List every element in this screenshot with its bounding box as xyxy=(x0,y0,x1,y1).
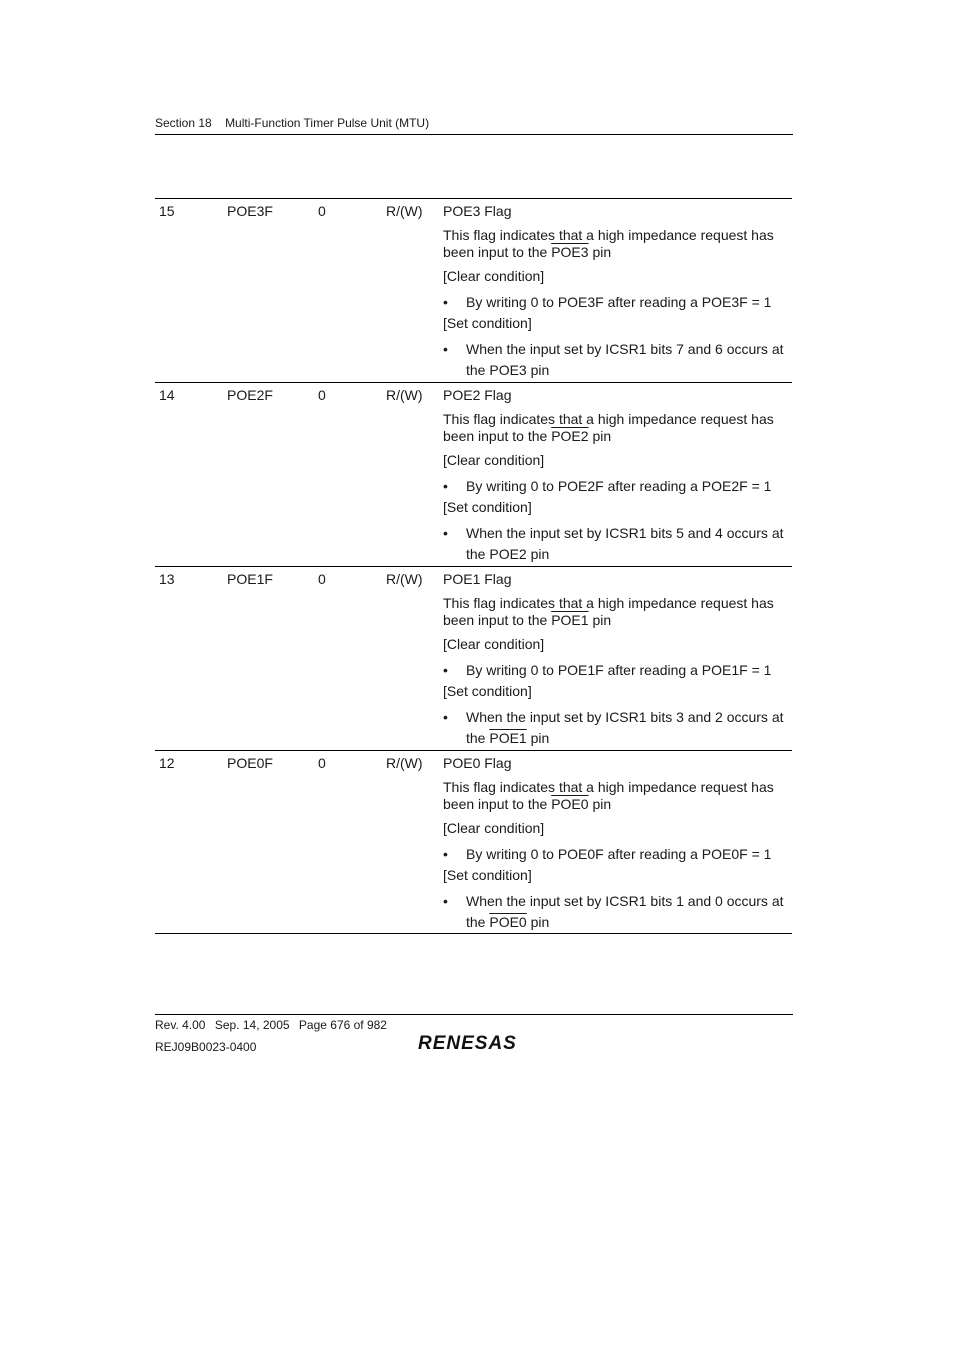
page-number: Page 676 of 982 xyxy=(298,1018,387,1032)
set-condition-label: [Set condition] xyxy=(443,683,532,699)
bullet-icon: • xyxy=(443,525,448,541)
revision: Rev. 4.00 xyxy=(155,1018,206,1032)
bit-name: POE0F xyxy=(227,755,273,771)
set-condition-item: • When the input set by ICSR1 bits 5 and 4 occurs at the POE2 pin xyxy=(443,525,784,562)
bit-number: 13 xyxy=(159,571,175,587)
clear-condition-item: • By writing 0 to POE2F after reading a POE2F = 1 xyxy=(443,476,792,497)
bit-name: POE3F xyxy=(227,203,273,219)
clear-condition-item: • By writing 0 to POE0F after reading a POE0F = 1 xyxy=(443,844,792,865)
read-write: R/(W) xyxy=(386,387,423,403)
bit-number: 12 xyxy=(159,755,175,771)
flag-title: POE1 Flag xyxy=(443,571,512,587)
document-number: REJ09B0023-0400 xyxy=(155,1040,257,1054)
initial-value: 0 xyxy=(318,571,326,587)
flag-title: POE0 Flag xyxy=(443,755,512,771)
flag-description: This flag indicates that a high impedance request has been input to the POE0 pin xyxy=(443,779,774,812)
section-title: Multi-Function Timer Pulse Unit (MTU) xyxy=(225,116,430,130)
set-condition-item: • When the input set by ICSR1 bits 3 and 2 occurs at the POE1 pin xyxy=(443,709,784,746)
pin-name: POE1 xyxy=(551,612,589,628)
bit-description xyxy=(443,203,792,383)
initial-value: 0 xyxy=(318,203,326,219)
table-row xyxy=(155,383,792,567)
bullet-icon: • xyxy=(443,478,448,494)
clear-condition-item: • By writing 0 to POE3F after reading a POE3F = 1 xyxy=(443,292,792,313)
logo-text: RENESAS xyxy=(418,1033,517,1054)
clear-condition-label: [Clear condition] xyxy=(443,820,545,836)
set-condition-item: • When the input set by ICSR1 bits 1 and 0 occurs at the POE0 pin xyxy=(443,893,784,930)
pin-name: POE3 xyxy=(551,244,589,260)
bit-description xyxy=(443,571,792,751)
set-condition-label: [Set condition] xyxy=(443,499,532,515)
register-bit-table xyxy=(155,198,792,934)
pin-name: POE3 xyxy=(489,362,527,378)
revision-date: Sep. 14, 2005 xyxy=(214,1018,290,1032)
initial-value: 0 xyxy=(318,387,326,403)
set-condition-label: [Set condition] xyxy=(443,867,532,883)
table-row xyxy=(155,567,792,751)
clear-condition-label: [Clear condition] xyxy=(443,268,545,284)
bullet-icon: • xyxy=(443,662,448,678)
set-condition-item: • When the input set by ICSR1 bits 7 and 6 occurs at the POE3 pin xyxy=(443,341,784,378)
table-row xyxy=(155,199,792,383)
page-header xyxy=(155,116,793,135)
footer-divider xyxy=(155,1014,793,1015)
bullet-icon: • xyxy=(443,294,448,310)
bullet-icon: • xyxy=(443,709,448,725)
pin-name: POE2 xyxy=(551,428,589,444)
bit-description xyxy=(443,755,792,935)
read-write: R/(W) xyxy=(386,203,423,219)
bit-number: 14 xyxy=(159,387,175,403)
bit-name: POE2F xyxy=(227,387,273,403)
bit-description xyxy=(443,387,792,567)
flag-title: POE3 Flag xyxy=(443,203,512,219)
pin-name: POE0 xyxy=(551,796,589,812)
bullet-icon: • xyxy=(443,893,448,909)
initial-value: 0 xyxy=(318,755,326,771)
table-row xyxy=(155,751,792,934)
clear-condition-item: • By writing 0 to POE1F after reading a POE1F = 1 xyxy=(443,660,792,681)
flag-description: This flag indicates that a high impedance request has been input to the POE2 pin xyxy=(443,411,774,444)
bit-number: 15 xyxy=(159,203,175,219)
section-number: Section 18 xyxy=(155,116,212,130)
flag-title: POE2 Flag xyxy=(443,387,512,403)
renesas-logo-icon xyxy=(416,1032,534,1054)
pin-name: POE1 xyxy=(489,730,527,746)
clear-condition-label: [Clear condition] xyxy=(443,452,545,468)
clear-condition-label: [Clear condition] xyxy=(443,636,545,652)
footer-revision xyxy=(155,1018,393,1033)
flag-description: This flag indicates that a high impedance request has been input to the POE1 pin xyxy=(443,595,774,628)
pin-name: POE2 xyxy=(489,546,527,562)
read-write: R/(W) xyxy=(386,755,423,771)
bullet-icon: • xyxy=(443,341,448,357)
flag-description: This flag indicates that a high impedance request has been input to the POE3 pin xyxy=(443,227,774,260)
set-condition-label: [Set condition] xyxy=(443,315,532,331)
read-write: R/(W) xyxy=(386,571,423,587)
bullet-icon: • xyxy=(443,846,448,862)
bit-name: POE1F xyxy=(227,571,273,587)
pin-name: POE0 xyxy=(489,914,527,930)
